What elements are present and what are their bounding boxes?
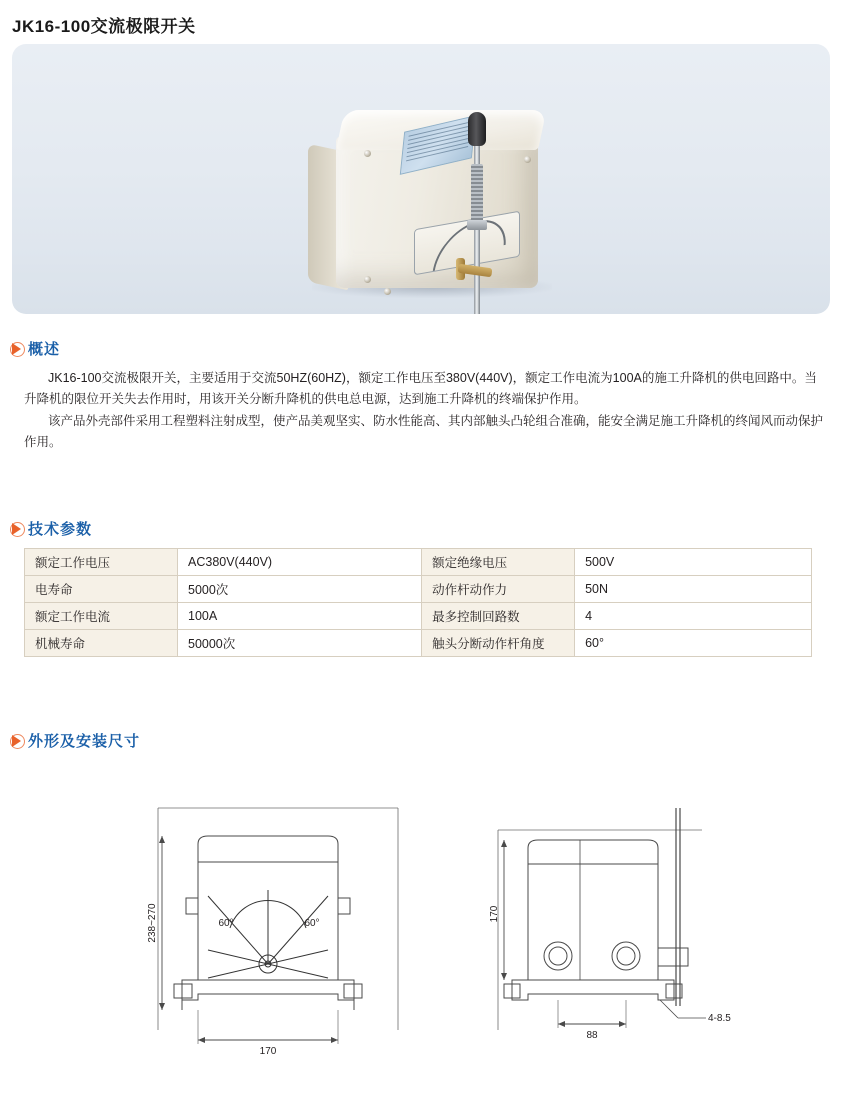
screw-icon [364, 276, 371, 283]
param-key: 触头分断动作杆角度 [422, 630, 575, 657]
screw-icon [384, 288, 391, 295]
bullet-arrow-icon [12, 343, 21, 355]
page-title: JK16-100交流极限开关 [12, 17, 196, 36]
product-photo [12, 44, 830, 314]
param-key: 额定工作电流 [25, 603, 178, 630]
dim-label-angle-left: 60° [218, 918, 234, 929]
param-key: 机械寿命 [25, 630, 178, 657]
overview-text [24, 368, 824, 454]
param-key: 最多控制回路数 [422, 603, 575, 630]
param-key: 额定工作电压 [25, 549, 178, 576]
param-value: 100A [178, 603, 422, 630]
overview-paragraph-2: 该产品外壳部件采用工程塑料注射成型，使产品美观坚实、防水性能高、其内部触头凸轮组合准确，能安全满足施工升降机的终闻风而动保护作用。 [24, 414, 824, 449]
shaft-nut [467, 220, 487, 230]
screw-icon [524, 156, 531, 163]
bullet-arrow-icon [12, 523, 21, 535]
section-heading-overview [12, 338, 60, 359]
table-row [25, 549, 812, 576]
front-view [158, 808, 398, 1044]
shaft-cap [468, 112, 486, 146]
param-value: 500V [575, 549, 812, 576]
table-row [25, 576, 812, 603]
bullet-arrow-icon [12, 735, 21, 747]
param-value: 60° [575, 630, 812, 657]
section-title-parameters: 技术参数 [28, 521, 93, 538]
overview-paragraph-1: JK16-100交流极限开关，主要适用于交流50HZ(60HZ)，额定工作电压至380V(440V)，额定工作电流为100A的施工升降机的供电回路中。当升降机的限位开关失去作用时，用该开关分断升降机的供电总电源，达到施工升降机的终端保护作用。 [24, 371, 817, 406]
param-key: 动作杆动作力 [422, 576, 575, 603]
product-illustration [12, 44, 830, 314]
dim-label-hole-spec: 4-8.5 [708, 1013, 731, 1024]
parameters-table [24, 548, 812, 657]
dim-label-side-width: 88 [586, 1030, 598, 1041]
table-row [25, 603, 812, 630]
param-value: 5000次 [178, 576, 422, 603]
side-view [498, 808, 706, 1030]
section-title-dimensions: 外形及安装尺寸 [28, 733, 141, 750]
param-value: AC380V(440V) [178, 549, 422, 576]
param-key: 电寿命 [25, 576, 178, 603]
dimension-svg [12, 778, 830, 1078]
table-row [25, 630, 812, 657]
dim-label-side-height: 170 [489, 905, 500, 923]
screw-icon [364, 150, 371, 157]
param-value: 4 [575, 603, 812, 630]
param-value: 50N [575, 576, 812, 603]
dimension-drawings [12, 778, 830, 1078]
param-value: 50000次 [178, 630, 422, 657]
section-title-overview: 概述 [28, 341, 61, 358]
shaft-knurl [471, 164, 483, 222]
section-heading-dimensions [12, 730, 140, 751]
section-heading-parameters [12, 518, 92, 539]
dim-label-width: 170 [259, 1046, 277, 1057]
dim-label-height: 238~270 [147, 903, 158, 943]
param-key: 额定绝缘电压 [422, 549, 575, 576]
dim-label-angle-right: 60° [304, 918, 320, 929]
